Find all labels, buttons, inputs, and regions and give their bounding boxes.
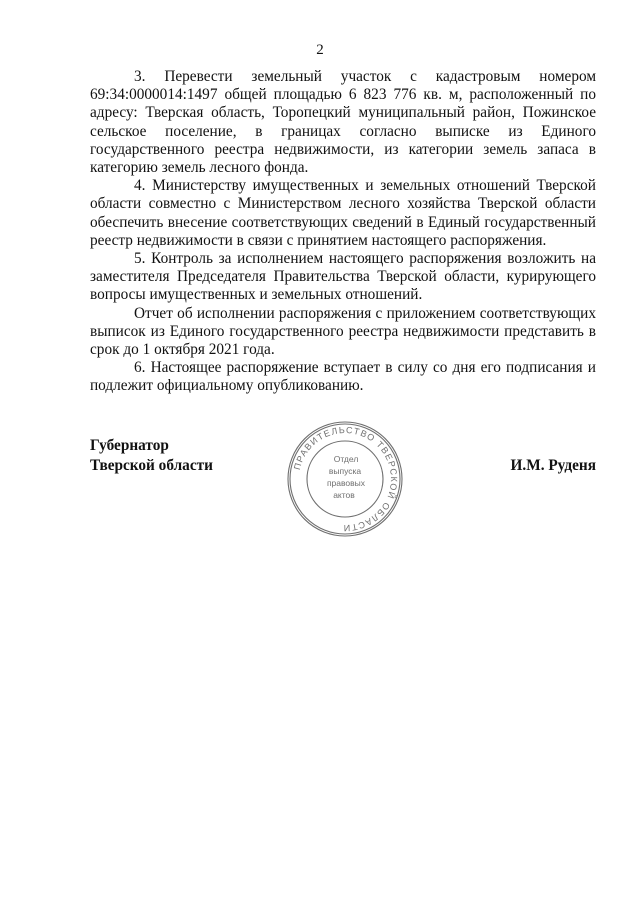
paragraph-item-4: 4. Министерству имущественных и земельных отношений Тверской области совместно с Министерством лесного хозяйства Тверской области обеспечить внесение соответствующих сведений в Единый государственный реестр недвижимости в связи с принятием настоящего распоряжения. [90,177,596,249]
paragraph-item-5: 5. Контроль за исполнением настоящего распоряжения возложить на заместителя Председателя Правительства Тверской области, курирующего вопросы имущественных и земельных отношений. [90,250,596,304]
paragraph-report: Отчет об исполнении распоряжения с приложением соответствующих выписок из Единого государственного реестра недвижимости представить в срок до 1 октября 2021 года. [90,304,596,359]
signature-block [90,424,596,546]
stamp-inner-line3: правовых [326,478,366,488]
paragraph-item-6: 6. Настоящее распоряжение вступает в силу со дня его подписания и подлежит официальному опубликованию. [90,359,596,395]
signer-position-line2: Тверской области [90,457,213,474]
signer-name: И.М. Руденя [510,457,596,474]
official-stamp [286,420,404,538]
stamp-inner-line1: Отдел [333,454,359,464]
paragraph-item-3: 3. Перевести земельный участок с кадастровым номером 69:34:0000014:1497 общей площадью 6 823 776 кв. м, расположенный по адресу: Тверская область, Торопецкий муниципальный район, Пожинское сельское поселение, в границах согласно выписке из Единого государственного реестра недвижимости, из категории земель запаса в категорию земель лесного фонда. [90,68,596,177]
signer-position-line1: Губернатор [90,437,169,454]
document-body [90,68,596,396]
page-number: 2 [316,42,324,58]
stamp-inner-line2: выпуска [328,466,362,476]
stamp-inner-line4: актов [333,490,355,500]
signer-position [90,436,213,476]
stamp-ring-textpath: ПРАВИТЕЛЬСТВО ТВЕРСКОЙ ОБЛАСТИ [291,424,400,534]
